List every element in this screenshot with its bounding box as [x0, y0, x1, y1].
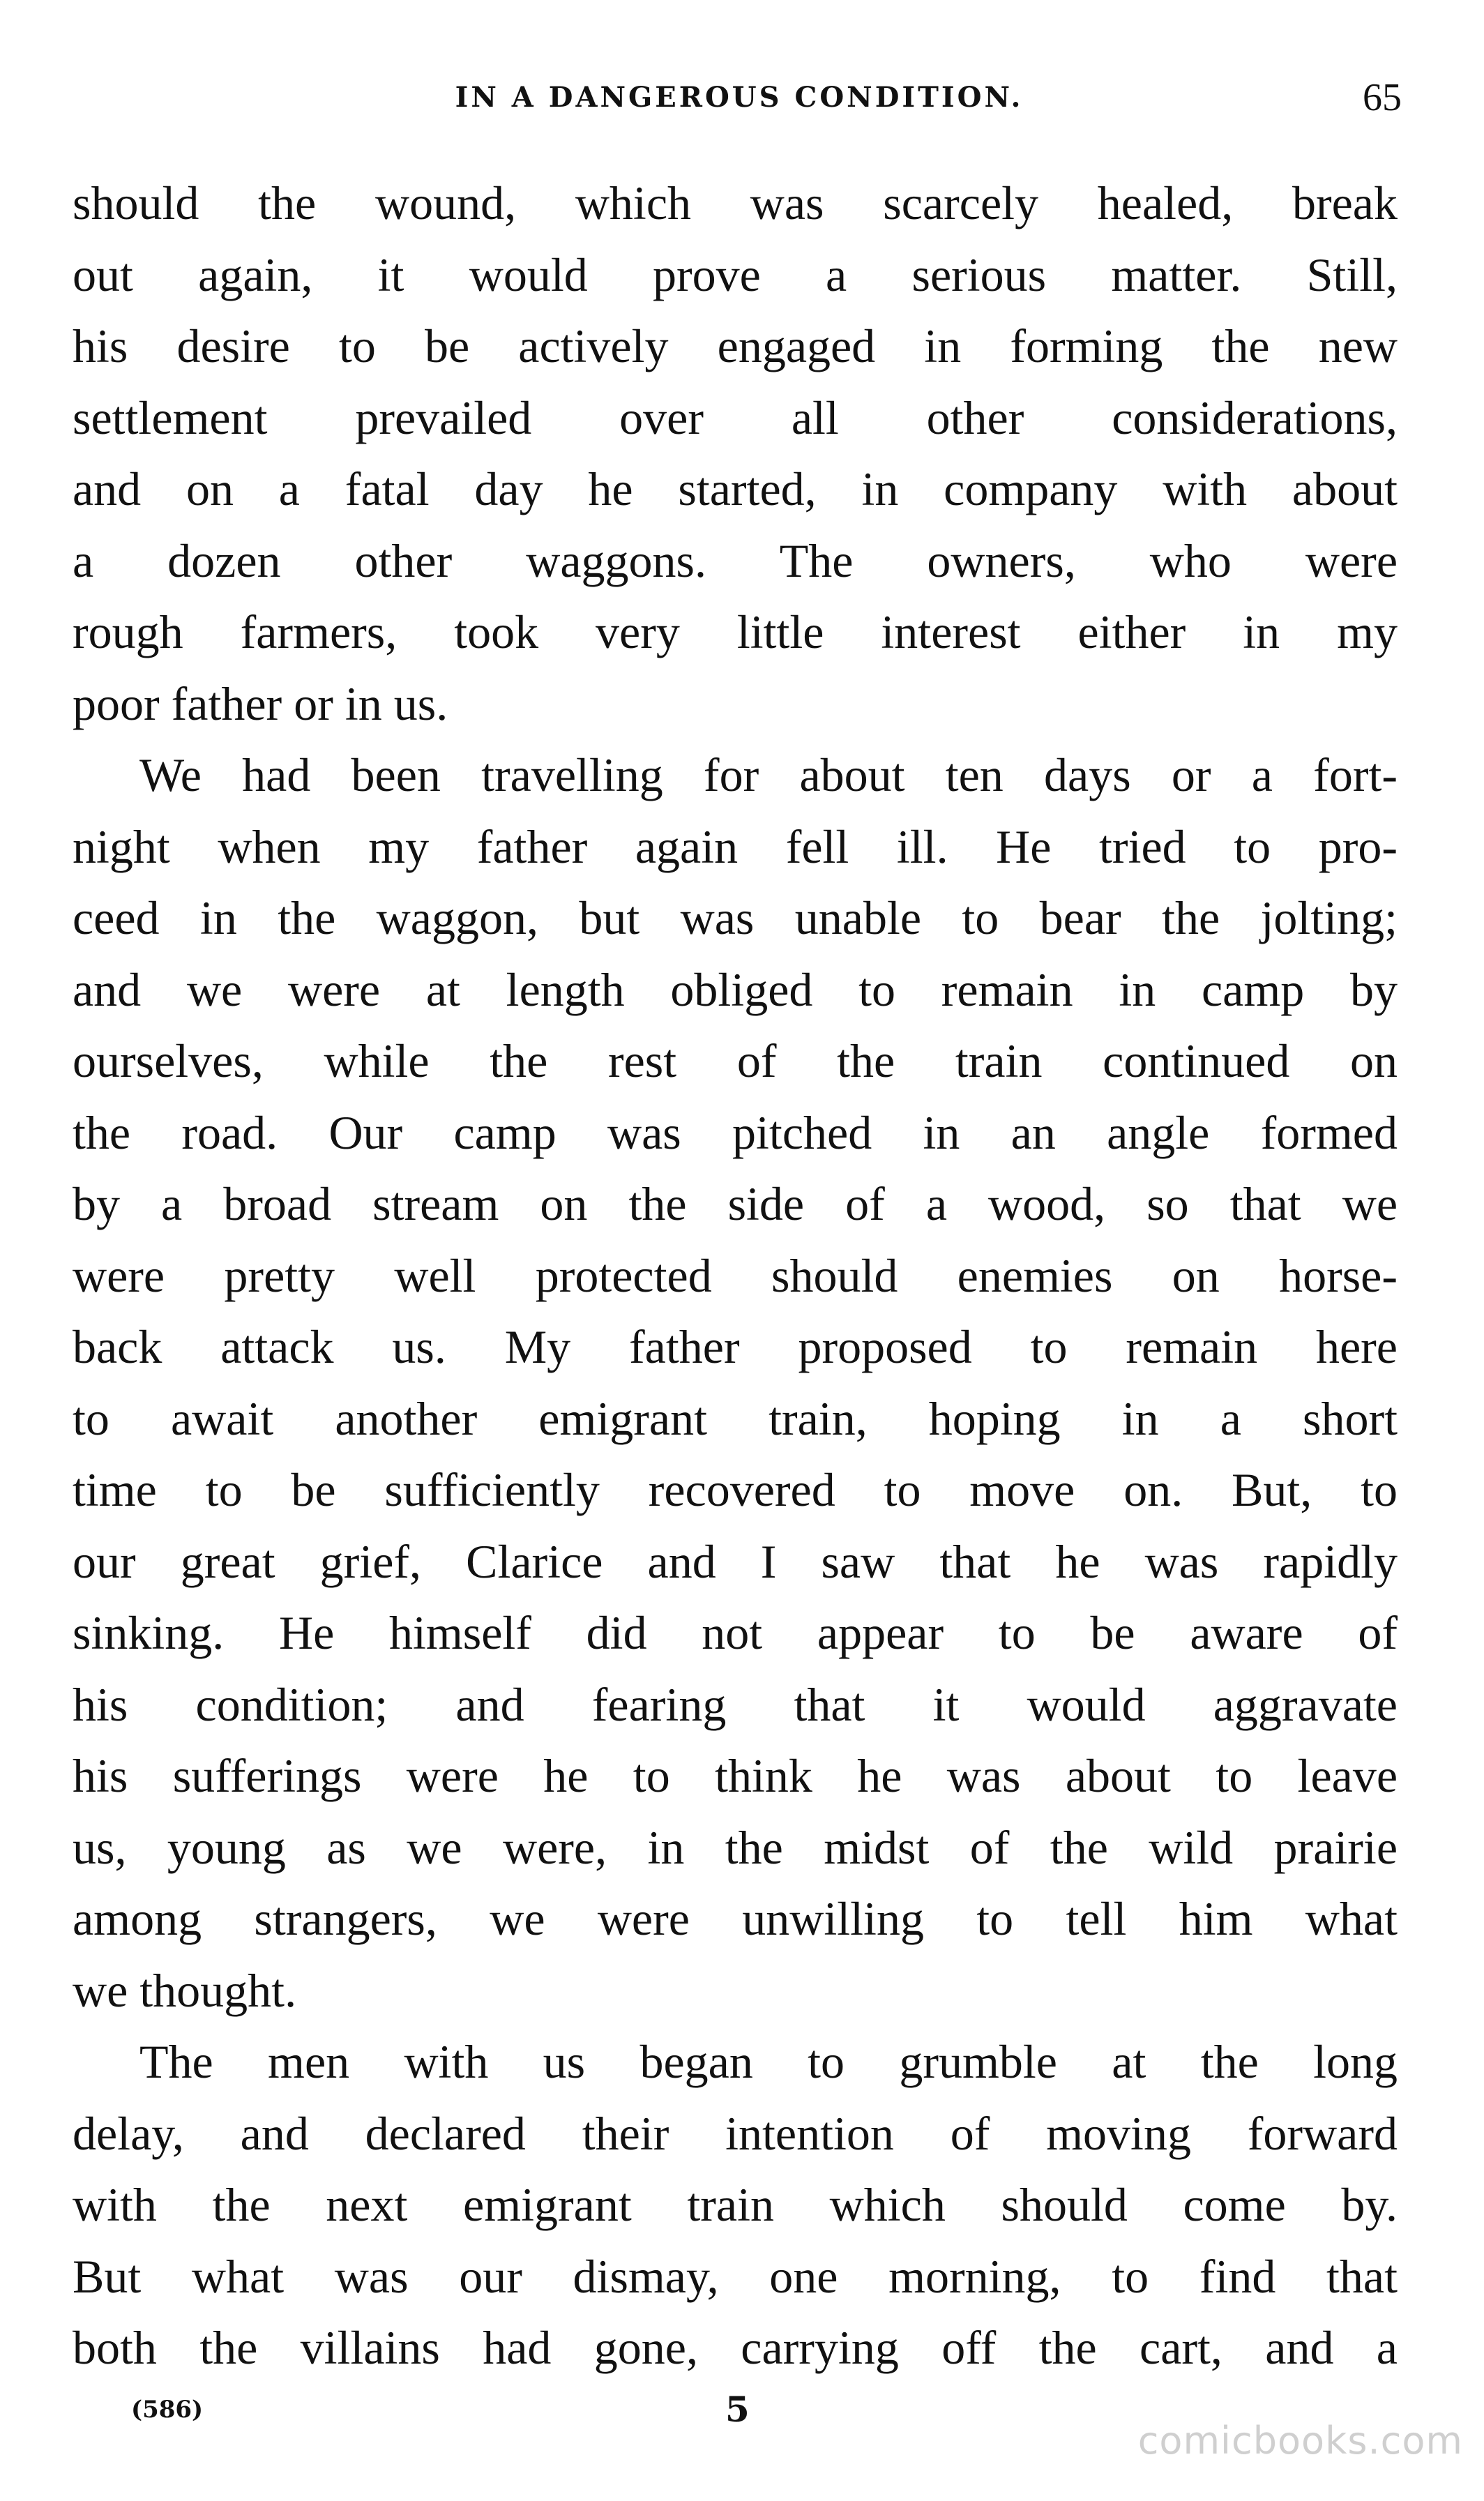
text-line: ourselves, while the rest of the train continued on [73, 1034, 1398, 1087]
paragraph [73, 739, 1398, 2026]
text-line: and on a fatal day he started, in company with about [73, 462, 1398, 515]
text-line: out again, it would prove a serious matter. Still, [73, 248, 1398, 301]
text-line: night when my father again fell ill. He tried to pro- [73, 819, 1398, 873]
page-number: 65 [1363, 76, 1402, 119]
text-line: with the next emigrant train which should come by. [73, 2178, 1398, 2231]
text-line: a dozen other waggons. The owners, who were [73, 534, 1398, 587]
text-line: The men with us began to grumble at the long [139, 2035, 1398, 2088]
text-line: his desire to be actively engaged in forming the new [73, 319, 1398, 372]
text-line: we thought. [73, 1963, 297, 2017]
paragraph [73, 167, 1398, 739]
text-line: his sufferings were he to think he was about to leave [73, 1749, 1398, 1802]
running-head [77, 70, 1402, 126]
text-line: to await another emigrant train, hoping in a short [73, 1391, 1398, 1445]
text-line: We had been travelling for about ten days or a fort- [139, 748, 1398, 801]
text-line: rough farmers, took very little interest either in my [73, 605, 1398, 658]
body-text [73, 167, 1398, 2384]
text-line: our great grief, Clarice and I saw that he was rapidly [73, 1534, 1398, 1588]
text-line: But what was our dismay, one morning, to find that [73, 2249, 1398, 2303]
running-title: IN A DANGEROUS CONDITION. [455, 81, 1024, 114]
text-line: poor father or in us. [73, 677, 448, 730]
text-line: were pretty well protected should enemies on horse- [73, 1248, 1398, 1302]
text-line: us, young as we were, in the midst of the wild prairie [73, 1820, 1398, 1874]
text-line: settlement prevailed over all other considerations, [73, 391, 1398, 444]
text-line: ceed in the waggon, but was unable to bear the jolting; [73, 891, 1398, 944]
text-line: both the villains had gone, carrying off the cart, and a [73, 2321, 1398, 2374]
text-line: his condition; and fearing that it would aggravate [73, 1677, 1398, 1731]
text-line: time to be sufficiently recovered to move on. But, to [73, 1463, 1398, 1516]
text-line: sinking. He himself did not appear to be aware of [73, 1606, 1398, 1659]
text-line: delay, and declared their intention of moving forward [73, 2106, 1398, 2160]
text-line: among strangers, we were unwilling to tell him what [73, 1892, 1398, 1945]
text-line: the road. Our camp was pitched in an angle formed [73, 1105, 1398, 1159]
sheet-number: 5 [725, 2389, 750, 2430]
text-line: by a broad stream on the side of a wood, so that we [73, 1177, 1398, 1230]
text-line: should the wound, which was scarcely healed, break [73, 176, 1398, 229]
paragraph [73, 2026, 1398, 2384]
text-line: back attack us. My father proposed to remain here [73, 1320, 1398, 1373]
text-line: and we were at length obliged to remain in camp by [73, 962, 1398, 1016]
watermark: comicbooks.com [1137, 2419, 1463, 2463]
printer-signature: (586) [131, 2396, 204, 2424]
